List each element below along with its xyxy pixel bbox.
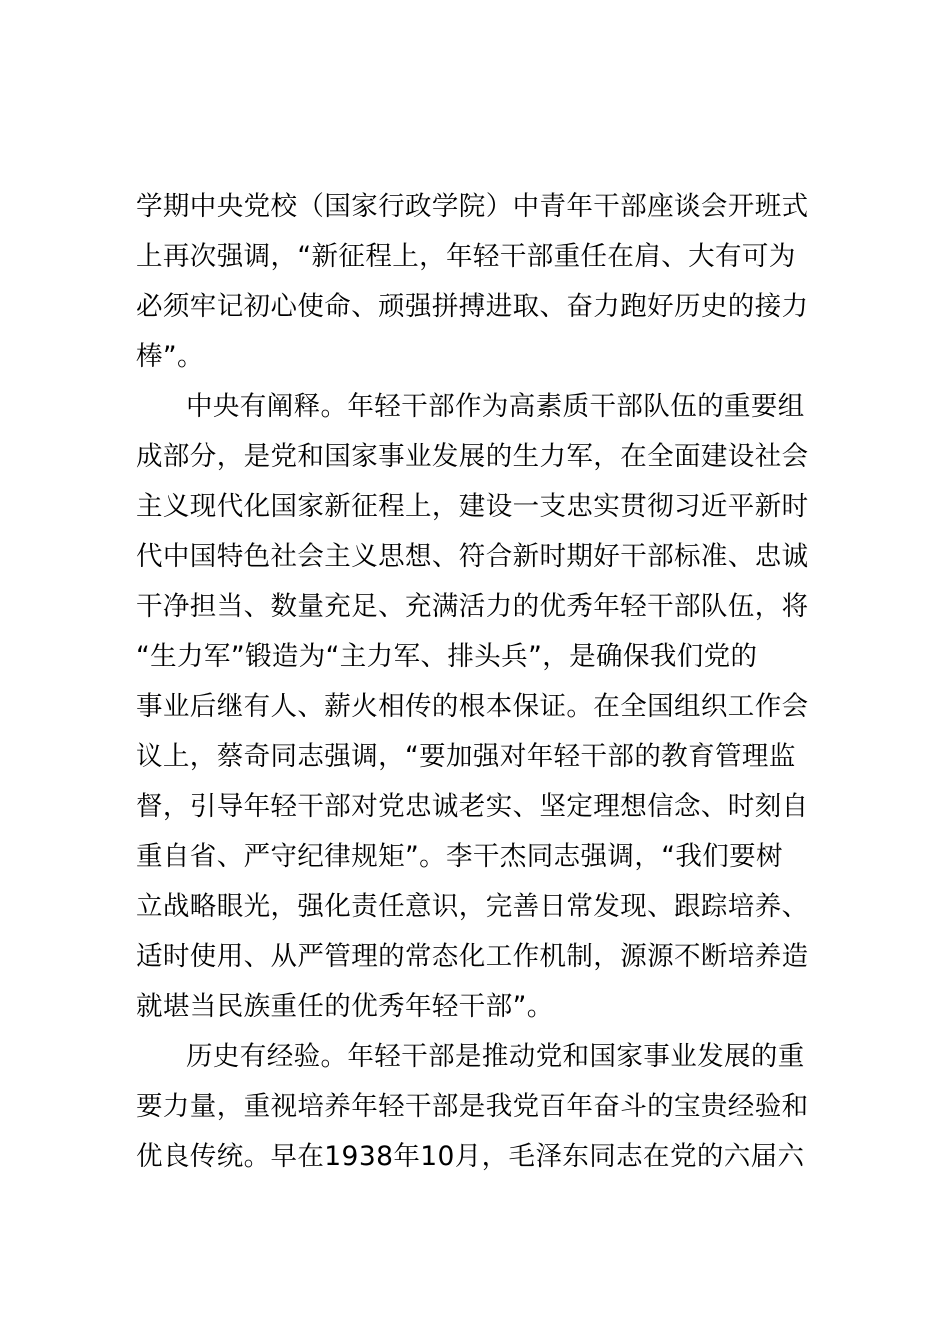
paragraph-2-line-11: 立战略眼光，强化责任意识，完善日常发现、跟踪培养、: [136, 891, 809, 922]
paragraph-3-line-1: 历史有经验。年轻干部是推动党和国家事业发展的重: [186, 1041, 805, 1072]
paragraph-2-line-9: 督，引导年轻干部对党忠诚老实、坚定理想信念、时刻自: [136, 791, 809, 822]
paragraph-2-line-5: 干净担当、数量充足、充满活力的优秀年轻干部队伍，将: [136, 591, 809, 622]
paragraph-2-line-6: “生力军”锻造为“主力军、排头兵”，是确保我们党的: [136, 641, 758, 672]
paragraph-1-line-1: 学期中央党校（国家行政学院）中青年干部座谈会开班式: [136, 191, 809, 222]
paragraph-2-line-7: 事业后继有人、薪火相传的根本保证。在全国组织工作会: [136, 691, 809, 722]
paragraph-2-line-2: 成部分，是党和国家事业发展的生力军，在全面建设社会: [136, 441, 809, 472]
paragraph-3-line-2: 要力量，重视培养年轻干部是我党百年奋斗的宝贵经验和: [136, 1091, 809, 1122]
paragraph-2-line-1: 中央有阐释。年轻干部作为高素质干部队伍的重要组: [186, 391, 805, 422]
paragraph-1-line-3: 必须牢记初心使命、顽强拼搏进取、奋力跑好历史的接力: [136, 291, 809, 322]
paragraph-2-line-4: 代中国特色社会主义思想、符合新时期好干部标准、忠诚: [136, 541, 809, 572]
paragraph-1-line-2: 上再次强调，“新征程上，年轻干部重任在肩、大有可为: [136, 241, 796, 272]
paragraph-2-line-8: 议上，蔡奇同志强调，“要加强对年轻干部的教育管理监: [136, 741, 796, 772]
paragraph-3-line-3: 优良传统。早在1938年10月，毛泽东同志在党的六届六: [136, 1141, 805, 1172]
paragraph-2-line-3: 主义现代化国家新征程上，建设一支忠实贯彻习近平新时: [136, 491, 809, 522]
paragraph-2-line-13: 就堪当民族重任的优秀年轻干部”。: [136, 991, 554, 1022]
paragraph-2-line-12: 适时使用、从严管理的常态化工作机制，源源不断培养造: [136, 941, 809, 972]
paragraph-2-line-10: 重自省、严守纪律规矩”。李干杰同志强调，“我们要树: [136, 841, 783, 872]
paragraph-1-line-4: 棒”。: [136, 341, 204, 372]
